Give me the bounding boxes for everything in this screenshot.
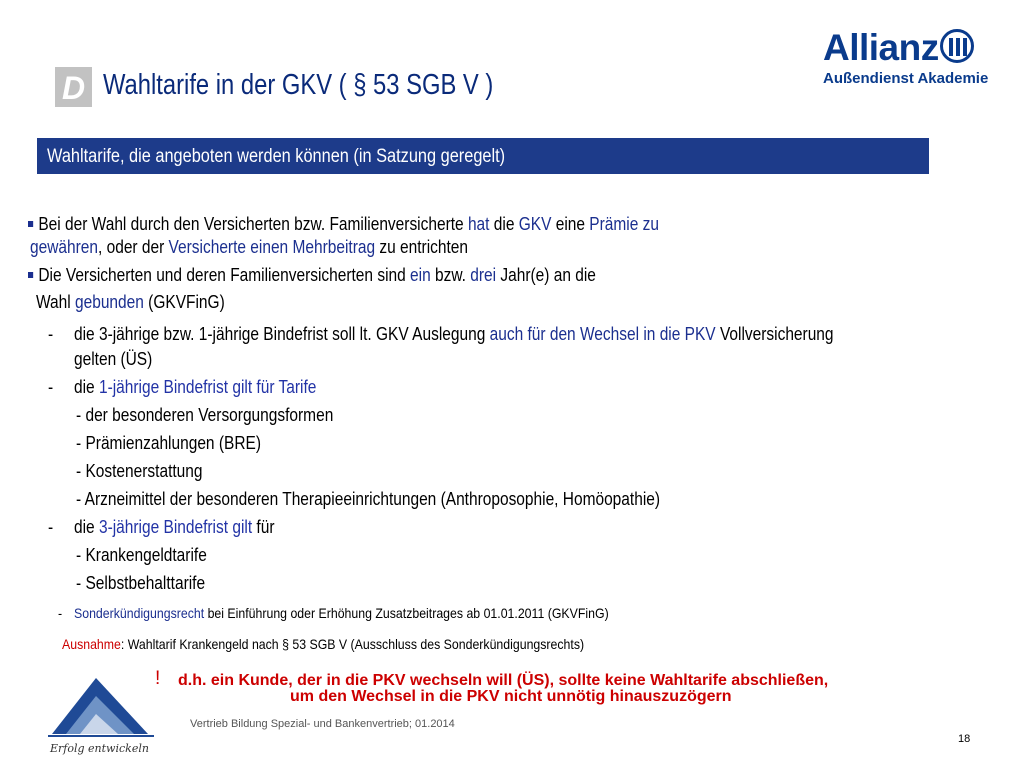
item-1-dash: - [48, 324, 54, 344]
sub-item: - der besonderen Versorgungsformen [76, 405, 334, 425]
page-number: 18 [958, 733, 971, 745]
item-2-dash: - [48, 377, 54, 397]
kuendigung-line: Sonderkündigungsrecht bei Einführung oder Erhöhung Zusatzbeitrages ab 01.01.2011 (GKVFinG) [74, 605, 609, 621]
warning-line-2: um den Wechsel in die PKV nicht unnötig hinauszuzögern [290, 688, 732, 705]
logo-subtitle: Außendienst Akademie [823, 70, 989, 87]
item-3: die 3-jährige Bindefrist gilt für [74, 517, 275, 537]
square-bullet-icon [28, 221, 33, 227]
exclamation-icon: ! [155, 668, 161, 689]
bullet-2-line-2: Wahl gebunden (GKVFinG) [36, 292, 225, 312]
ausnahme-line: Ausnahme: Wahltarif Krankengeld nach § 53 SGB V (Ausschluss des Sonderkündigungsrechts) [62, 636, 585, 652]
bullet-2-line-1: Die Versicherten und deren Familienversicherten sind ein bzw. drei Jahr(e) an die [28, 265, 596, 286]
pyramid-logo-icon [44, 672, 158, 756]
banner-text: Wahltarife, die angeboten werden können (in Satzung geregelt) [47, 146, 506, 167]
sub-item: - Kostenerstattung [76, 461, 203, 481]
logo-motto: Erfolg entwickeln [50, 742, 149, 755]
sub-item: - Prämienzahlungen (BRE) [76, 433, 261, 453]
section-badge: D [55, 67, 92, 107]
sub-item: - Selbstbehalttarife [76, 573, 206, 593]
sub-item: - Arzneimittel der besonderen Therapieeinrichtungen (Anthroposophie, Homöopathie) [76, 489, 661, 509]
square-bullet-icon [28, 272, 33, 278]
item-1-line-1: die 3-jährige bzw. 1-jährige Bindefrist soll lt. GKV Auslegung auch für den Wechsel in die PKV Vollversicherung [74, 324, 834, 344]
bullet-1-line-2: gewähren, oder der Versicherte einen Mehrbeitrag zu entrichten [30, 237, 469, 257]
warning-line-1: d.h. ein Kunde, der in die PKV wechseln will (ÜS), sollte keine Wahltarife abschließen, [178, 672, 829, 689]
logo-wordmark: Allianz [823, 27, 939, 68]
item-2: die 1-jährige Bindefrist gilt für Tarife [74, 377, 317, 397]
page-title: Wahltarife in der GKV ( § 53 SGB V ) [103, 69, 494, 101]
sub-item: - Krankengeldtarife [76, 545, 207, 565]
bullet-1-line-1: Bei der Wahl durch den Versicherten bzw. Familienversicherte hat die GKV eine Prämie zu [28, 214, 659, 235]
footer-text: Vertrieb Bildung Spezial- und Bankenvertrieb; 01.2014 [190, 718, 455, 730]
section-banner [37, 138, 929, 174]
allianz-logo [823, 27, 989, 93]
item-3-dash: - [48, 517, 54, 537]
item-1-line-2: gelten (ÜS) [74, 349, 153, 369]
allianz-eagle-icon [940, 29, 974, 63]
kuendigung-dash: - [58, 605, 63, 621]
